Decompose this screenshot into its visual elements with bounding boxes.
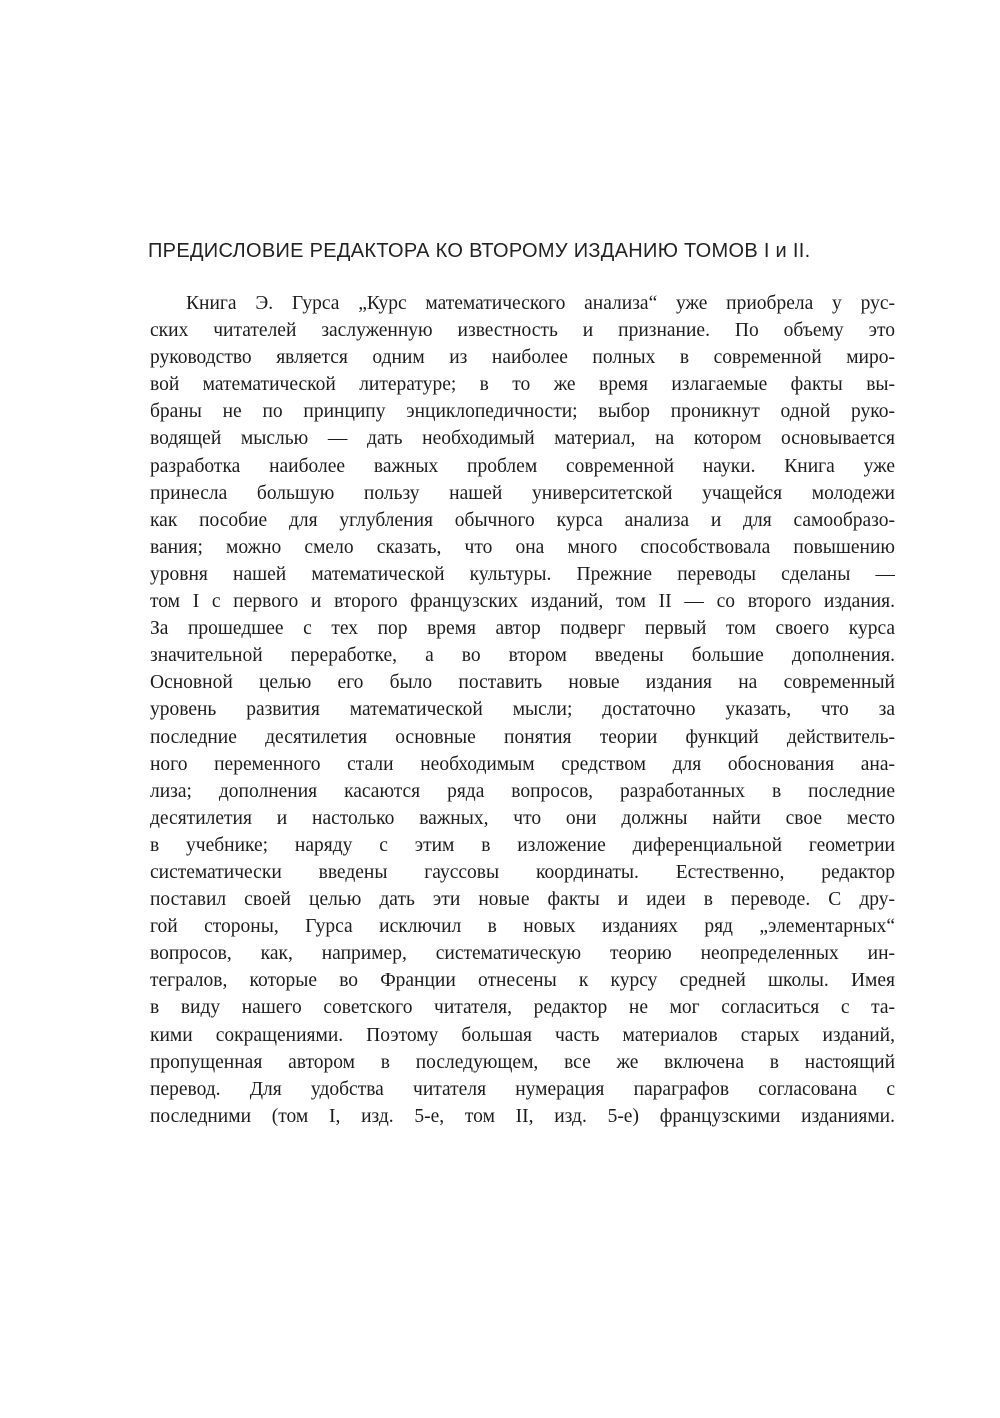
text-line: уровня нашей математической культуры. Прежние переводы сделаны — <box>150 563 895 585</box>
text-line: значительной переработке, а во втором введены большие дополнения. <box>150 645 895 667</box>
text-line: ских читателей заслуженную известность и признание. По объему это <box>150 320 895 342</box>
text-line: перевод. Для удобства читателя нумерация параграфов согласована с <box>150 1078 895 1100</box>
text-line: десятилетия и настолько важных, что они должны найти свое место <box>150 807 895 829</box>
text-line: вания; можно смело сказать, что она много способствовала повышению <box>150 536 895 558</box>
text-line: последними (том I, изд. 5-е, том II, изд. 5-е) французскими изданиями. <box>150 1105 895 1127</box>
text-line: последние десятилетия основные понятия теории функций действитель- <box>150 726 895 748</box>
text-line: тегралов, которые во Франции отнесены к курсу средней школы. Имея <box>150 970 895 992</box>
text-line: систематически введены гауссовы координаты. Естественно, редактор <box>150 861 895 883</box>
text-line: Книга Э. Гурса „Курс математического анализа“ уже приобрела у рус- <box>186 293 895 314</box>
text-line: За прошедшее с тех пор время автор подверг первый том своего курса <box>150 618 895 640</box>
text-line: гой стороны, Гурса исключил в новых изданиях ряд „элементарных“ <box>150 916 895 938</box>
text-line: в учебнике; наряду с этим в изложение диференциальной геометрии <box>150 834 895 856</box>
text-line: принесла большую пользу нашей университетской учащейся молодежи <box>150 482 895 504</box>
text-line: поставил своей целью дать эти новые факты и идеи в переводе. С дру- <box>150 889 895 911</box>
preface-heading: ПРЕДИСЛОВИЕ РЕДАКТОРА КО ВТОРОМУ ИЗДАНИЮ ТОМОВ I и II. <box>148 240 811 262</box>
text-line: Основной целью его было поставить новые издания на современный <box>150 672 895 694</box>
text-line: уровень развития математической мысли; достаточно указать, что за <box>150 699 895 721</box>
text-line: кими сокращениями. Поэтому большая часть материалов старых изданий, <box>150 1024 895 1046</box>
text-line: том I с первого и второго французских изданий, том II — со второго издания. <box>150 591 895 613</box>
preface-body <box>150 290 895 1130</box>
text-line: разработка наиболее важных проблем современной науки. Книга уже <box>150 455 895 477</box>
text-line: лиза; дополнения касаются ряда вопросов, разработанных в последние <box>150 780 895 802</box>
text-line: браны не по принципу энциклопедичности; выбор проникнут одной руко- <box>150 401 895 423</box>
text-line: вопросов, как, например, систематическую теорию неопределенных ин- <box>150 943 895 965</box>
text-line: пропущенная автором в последующем, все же включена в настоящий <box>150 1051 895 1073</box>
text-line: ного переменного стали необходимым средством для обоснования ана- <box>150 753 895 775</box>
text-line: руководство является одним из наиболее полных в современной миро- <box>150 347 895 369</box>
text-line: водящей мыслью — дать необходимый материал, на котором основывается <box>150 428 895 450</box>
text-line: вой математической литературе; в то же время излагаемые факты вы- <box>150 374 895 396</box>
text-line: в виду нашего советского читателя, редактор не мог согласиться с та- <box>150 997 895 1019</box>
text-line: как пособие для углубления обычного курса анализа и для самообразо- <box>150 509 895 531</box>
